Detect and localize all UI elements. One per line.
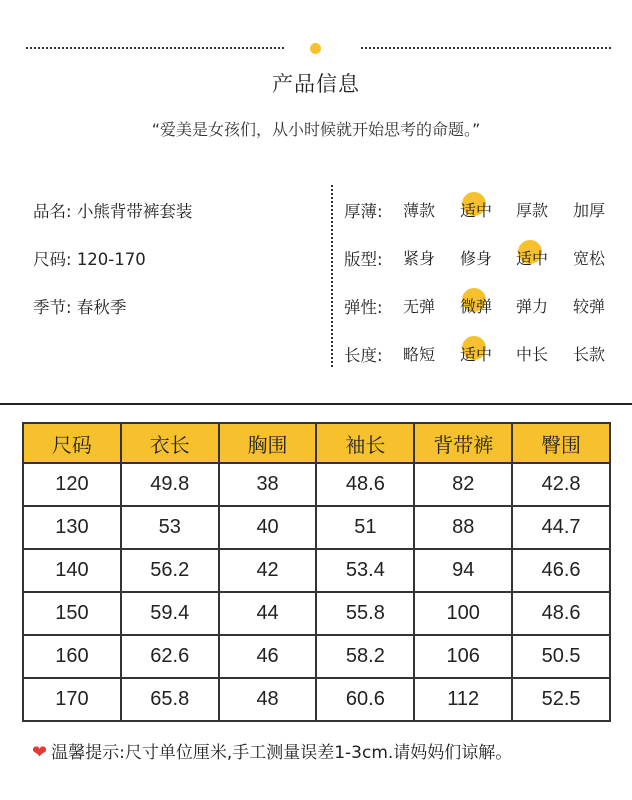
info-label: 尺码: — [33, 250, 72, 269]
table-cell: 46 — [219, 635, 317, 678]
attr-row-elasticity — [344, 294, 619, 342]
table-cell: 48 — [219, 678, 317, 721]
attr-option: 微弹 — [460, 294, 492, 317]
heart-icon: ❤ — [32, 742, 48, 763]
table-row — [23, 678, 610, 721]
attr-option: 宽松 — [573, 249, 606, 268]
column-header: 衣长 — [121, 423, 219, 463]
attr-option: 长款 — [573, 345, 606, 364]
table-cell: 55.8 — [316, 592, 414, 635]
table-row — [23, 506, 610, 549]
column-header: 臀围 — [512, 423, 610, 463]
attr-option: 厚款 — [516, 201, 549, 220]
table-cell: 82 — [414, 463, 512, 506]
table-row — [23, 635, 610, 678]
size-table — [22, 422, 611, 722]
table-cell: 44.7 — [512, 506, 610, 549]
table-cell: 42 — [219, 549, 317, 592]
table-cell: 59.4 — [121, 592, 219, 635]
table-cell: 40 — [219, 506, 317, 549]
table-cell: 140 — [23, 549, 121, 592]
attr-label: 厚薄: — [344, 202, 383, 221]
section-divider — [0, 403, 632, 405]
table-cell: 42.8 — [512, 463, 610, 506]
attr-row-thickness — [344, 198, 619, 246]
attr-option: 薄款 — [403, 201, 436, 220]
note-text: 温馨提示:尺寸单位厘米,手工测量误差1-3cm.请妈妈们谅解。 — [51, 743, 513, 763]
attr-option: 无弹 — [403, 297, 436, 316]
table-cell: 58.2 — [316, 635, 414, 678]
info-label: 季节: — [33, 298, 72, 317]
info-row-season — [33, 294, 192, 342]
attr-label: 版型: — [344, 250, 383, 269]
table-row — [23, 463, 610, 506]
table-cell: 112 — [414, 678, 512, 721]
tagline-quote: “爱美是女孩们，从小时候就开始思考的命题。” — [151, 120, 481, 139]
info-value: 小熊背带裤套装 — [76, 202, 193, 221]
table-cell: 56.2 — [121, 549, 219, 592]
info-value: 春秋季 — [76, 298, 127, 317]
table-cell: 51 — [316, 506, 414, 549]
info-row-name — [33, 198, 192, 246]
table-cell: 120 — [23, 463, 121, 506]
table-cell: 60.6 — [316, 678, 414, 721]
attr-option: 弹力 — [516, 297, 549, 316]
attr-option: 中长 — [516, 345, 549, 364]
dotted-divider-vertical — [331, 185, 333, 367]
table-cell: 62.6 — [121, 635, 219, 678]
info-row-size — [33, 246, 192, 294]
table-cell: 46.6 — [512, 549, 610, 592]
table-cell: 170 — [23, 678, 121, 721]
table-cell: 50.5 — [512, 635, 610, 678]
table-cell: 48.6 — [512, 592, 610, 635]
column-header: 袖长 — [316, 423, 414, 463]
table-row — [23, 592, 610, 635]
table-cell: 44 — [219, 592, 317, 635]
table-cell: 100 — [414, 592, 512, 635]
attr-option: 较弹 — [573, 297, 606, 316]
table-row — [23, 549, 610, 592]
table-header-row — [23, 423, 610, 463]
accent-dot — [310, 43, 321, 54]
dotted-divider-left — [26, 47, 284, 49]
table-cell: 53 — [121, 506, 219, 549]
table-cell: 160 — [23, 635, 121, 678]
dotted-divider-right — [361, 47, 611, 49]
attr-label: 长度: — [344, 346, 383, 365]
attr-option: 适中 — [460, 342, 492, 365]
table-cell: 53.4 — [316, 549, 414, 592]
table-cell: 65.8 — [121, 678, 219, 721]
table-cell: 94 — [414, 549, 512, 592]
info-label: 品名: — [33, 202, 72, 221]
attr-option: 紧身 — [403, 249, 436, 268]
attribute-panel — [344, 198, 619, 390]
attr-option: 加厚 — [573, 201, 606, 220]
info-value: 120-170 — [76, 250, 146, 269]
attr-option: 修身 — [460, 249, 493, 268]
attr-option: 适中 — [516, 246, 548, 269]
table-cell: 130 — [23, 506, 121, 549]
table-cell: 150 — [23, 592, 121, 635]
table-cell: 88 — [414, 506, 512, 549]
table-cell: 106 — [414, 635, 512, 678]
attr-row-fit — [344, 246, 619, 294]
attr-option: 适中 — [460, 198, 492, 221]
column-header: 胸围 — [219, 423, 317, 463]
measurement-note — [32, 738, 512, 763]
table-cell: 49.8 — [121, 463, 219, 506]
basic-info — [33, 198, 192, 342]
column-header: 尺码 — [23, 423, 121, 463]
table-cell: 52.5 — [512, 678, 610, 721]
table-cell: 38 — [219, 463, 317, 506]
attr-label: 弹性: — [344, 298, 383, 317]
attr-row-length — [344, 342, 619, 390]
column-header: 背带裤 — [414, 423, 512, 463]
attr-option: 略短 — [403, 345, 436, 364]
table-cell: 48.6 — [316, 463, 414, 506]
section-title: 产品信息 — [272, 72, 360, 96]
